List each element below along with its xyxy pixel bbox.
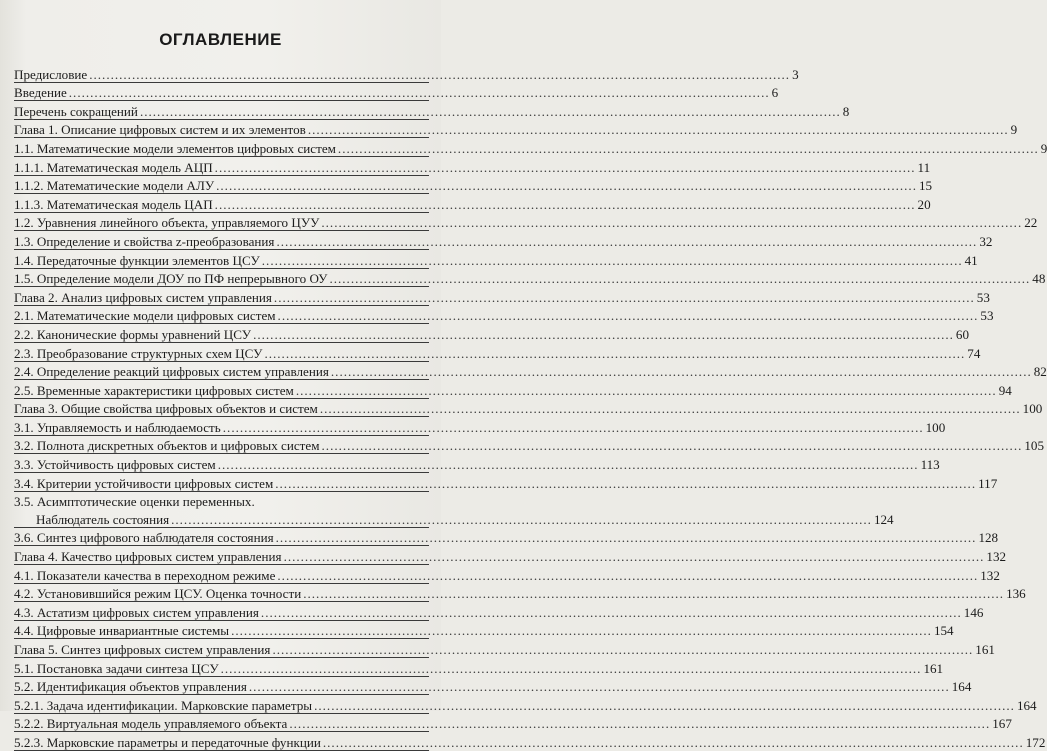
toc-entry-title: 1.5. Определение модели ДОУ по ПФ непрерывного ОУ [14, 271, 328, 287]
toc-leader-dots [215, 160, 916, 175]
page-title: ОГЛАВЛЕНИЕ [159, 30, 282, 49]
toc-entry [14, 176, 933, 195]
toc-entry-page: 172 [1025, 734, 1046, 750]
toc-entry [14, 454, 940, 473]
toc-leader-dots [218, 457, 919, 472]
toc-leader-dots [264, 346, 965, 361]
toc-entry-title: 3.5. Асимптотические оценки переменных. [14, 494, 255, 510]
toc-entry-title: Глава 2. Анализ цифровых систем управления [14, 289, 272, 305]
toc-entry-page: 164 [951, 679, 972, 695]
toc-entry [14, 287, 990, 306]
toc-entry-title: 3.2. Полнота дискретных объектов и цифровых систем [14, 438, 320, 454]
toc-leader-dots [308, 122, 1009, 137]
toc-entry-title: Глава 1. Описание цифровых систем и их элементов [14, 122, 306, 138]
toc-entry-title: Введение [14, 85, 67, 101]
toc-leader-dots [331, 364, 1032, 379]
toc-entry-page: 82 [1033, 364, 1047, 380]
toc-entry-title: 5.2. Идентификация объектов управления [14, 679, 247, 695]
toc-entry [14, 343, 981, 362]
toc-leader-dots [321, 215, 1022, 230]
toc-entry-title: 2.2. Канонические формы уравнений ЦСУ [14, 326, 252, 342]
toc-leader-dots [221, 661, 922, 676]
toc-entry-page: 11 [917, 159, 931, 175]
toc-entry-page: 136 [1006, 586, 1026, 602]
toc-leader-dots [278, 308, 979, 323]
toc-entry-title: 3.6. Синтез цифрового наблюдателя состояния [14, 530, 274, 546]
toc-entry-page: 32 [979, 233, 993, 249]
toc-leader-dots [249, 679, 950, 694]
toc-entry-title: 4.1. Показатели качества в переходном режиме [14, 567, 276, 583]
toc-entry [14, 64, 799, 83]
toc-entry-page: 164 [1016, 697, 1037, 713]
toc-entry-page: 100 [925, 419, 946, 435]
toc-entry-title: Предисловие [14, 66, 88, 82]
toc-entry [14, 546, 1007, 565]
toc-entry-page: 161 [975, 642, 995, 657]
toc-leader-dots [338, 141, 1039, 156]
toc-entry-page: 132 [980, 567, 1000, 583]
toc-leader-dots [262, 253, 963, 268]
toc-entry-title: 3.4. Критерии устойчивости цифровых систем [14, 475, 274, 491]
toc-entry-page: 9 [1010, 122, 1018, 138]
toc-entry [14, 231, 993, 250]
toc-leader-dots [277, 568, 978, 583]
toc-entry [14, 639, 995, 658]
toc-entry-page: 100 [1022, 401, 1043, 417]
toc-entry-title: Глава 4. Качество цифровых систем управления [14, 549, 282, 565]
toc-entry-page: 22 [1024, 215, 1038, 231]
toc-entry-page: 6 [771, 85, 779, 101]
toc-leader-dots [284, 549, 985, 564]
toc-entry-title: Перечень сокращений [14, 103, 138, 119]
toc-entry-title: 5.2.3. Марковские параметры и передаточные функции [14, 734, 321, 750]
toc-entry-page: 146 [963, 604, 984, 620]
toc-leader-dots [171, 512, 872, 527]
table-of-contents [14, 64, 1047, 751]
toc-leader-dots [314, 698, 1015, 713]
toc-entry [14, 380, 1012, 399]
toc-entry [14, 362, 1047, 381]
toc-entry [14, 269, 1046, 288]
toc-entry-title: 1.1.1. Математическая модель АЦП [14, 159, 213, 175]
toc-entry-page: 132 [986, 549, 1007, 565]
toc-entry [14, 194, 931, 213]
toc-entry [14, 157, 931, 176]
toc-entry-page: 167 [992, 716, 1012, 732]
toc-entry [14, 677, 972, 696]
toc-entry-title: 1.2. Уравнения линейного объекта, управляемого ЦУУ [14, 215, 320, 231]
toc-entry-title: 5.2.1. Задача идентификации. Марковские параметры [14, 697, 313, 713]
toc-entry-page: 105 [1024, 438, 1044, 454]
toc-entry-title: 1.3. Определение и свойства z-преобразования [14, 233, 275, 249]
toc-leader-dots [303, 586, 1004, 601]
toc-leader-dots [261, 605, 962, 620]
toc-entry [14, 324, 970, 343]
toc-leader-dots [323, 735, 1024, 750]
toc-entry [14, 732, 1046, 751]
toc-entry-page: 113 [920, 457, 940, 473]
toc-entry [14, 138, 1047, 157]
toc-entry-title: 5.1. Постановка задачи синтеза ЦСУ [14, 660, 219, 676]
toc-entry-title: 1.1.3. Математическая модель ЦАП [14, 196, 213, 212]
toc-entry [14, 602, 984, 621]
toc-leader-dots [231, 623, 932, 638]
toc-entry [14, 436, 1044, 455]
toc-leader-dots [216, 178, 917, 193]
toc-leader-dots [276, 234, 977, 249]
toc-entry-title: Глава 5. Синтез цифровых систем управления [14, 642, 271, 657]
toc-entry-title: 5.2.2. Виртуальная модель управляемого объекта [14, 716, 288, 732]
toc-entry-page: 60 [955, 326, 970, 342]
toc-entry [14, 621, 954, 640]
toc-entry [14, 213, 1038, 232]
toc-leader-dots [89, 67, 790, 82]
toc-leader-dots [276, 530, 977, 545]
toc-entry [14, 584, 1026, 603]
toc-entry [14, 528, 999, 547]
toc-entry-title: 1.4. Передаточные функции элементов ЦСУ [14, 252, 260, 268]
toc-entry-title: Наблюдатель состояния [36, 511, 170, 527]
toc-entry-page: 53 [980, 308, 994, 324]
toc-leader-dots [223, 420, 924, 435]
toc-leader-dots [275, 476, 976, 491]
toc-entry-page: 154 [933, 623, 954, 639]
toc-leader-dots [289, 716, 990, 731]
toc-entry-page: 41 [964, 252, 978, 268]
toc-entry-page: 53 [976, 289, 990, 305]
toc-entry [14, 399, 1043, 418]
toc-entry-page: 128 [978, 530, 999, 546]
toc-entry-page: 3 [792, 66, 799, 82]
toc-entry-title: 1.1.2. Математические модели АЛУ [14, 178, 215, 194]
toc-entry-page: 15 [918, 178, 933, 194]
toc-entry-title: 4.3. Астатизм цифровых систем управления [14, 604, 259, 620]
toc-entry-title: 2.1. Математические модели цифровых систем [14, 308, 276, 324]
toc-entry-title: 3.3. Устойчивость цифровых систем [14, 457, 216, 473]
toc-leader-dots [329, 271, 1030, 286]
toc-entry-page: 94 [998, 382, 1012, 398]
toc-entry-page: 124 [873, 511, 894, 527]
toc-entry-title: 4.4. Цифровые инвариантные системы [14, 623, 230, 639]
toc-entry-title: Глава 3. Общие свойства цифровых объектов и систем [14, 401, 318, 417]
toc-entry-page: 9 [1040, 140, 1047, 156]
toc-leader-dots [274, 290, 975, 305]
toc-entry-page: 8 [842, 103, 850, 119]
toc-entry-title: 2.5. Временные характеристики цифровых систем [14, 382, 294, 398]
toc-leader-dots [272, 642, 973, 657]
toc-entry [14, 473, 998, 492]
toc-entry [14, 695, 1037, 714]
toc-leader-dots [215, 197, 916, 212]
toc-entry [14, 417, 946, 436]
toc-leader-dots [140, 104, 841, 119]
toc-entry-page: 117 [978, 475, 998, 491]
toc-entry-title: 1.1. Математические модели элементов цифровых систем [14, 140, 336, 156]
toc-leader-dots [69, 85, 770, 100]
toc-entry [14, 101, 850, 120]
toc-entry-page: 161 [923, 660, 944, 676]
toc-entry-title: 3.1. Управляемость и наблюдаемость [14, 419, 221, 435]
toc-entry [14, 714, 1012, 733]
toc-leader-dots [253, 327, 954, 342]
toc-entry-title: 2.4. Определение реакций цифровых систем управления [14, 364, 329, 380]
toc-entry-title: 2.3. Преобразование структурных схем ЦСУ [14, 345, 263, 361]
toc-entry [14, 658, 944, 677]
toc-entry [14, 509, 894, 528]
toc-leader-dots [296, 383, 997, 398]
toc-entry [14, 492, 429, 510]
toc-entry-page: 74 [967, 345, 981, 361]
toc-entry-title: 4.2. Установившийся режим ЦСУ. Оценка точности [14, 586, 302, 602]
toc-leader-dots [322, 438, 1023, 453]
toc-entry-page: 20 [917, 196, 931, 212]
toc-entry [14, 83, 779, 102]
toc-leader-dots [320, 401, 1021, 416]
toc-entry [14, 306, 994, 325]
toc-entry-page: 48 [1032, 271, 1046, 287]
toc-entry [14, 250, 978, 269]
toc-entry [14, 120, 1018, 139]
toc-entry [14, 565, 1000, 584]
